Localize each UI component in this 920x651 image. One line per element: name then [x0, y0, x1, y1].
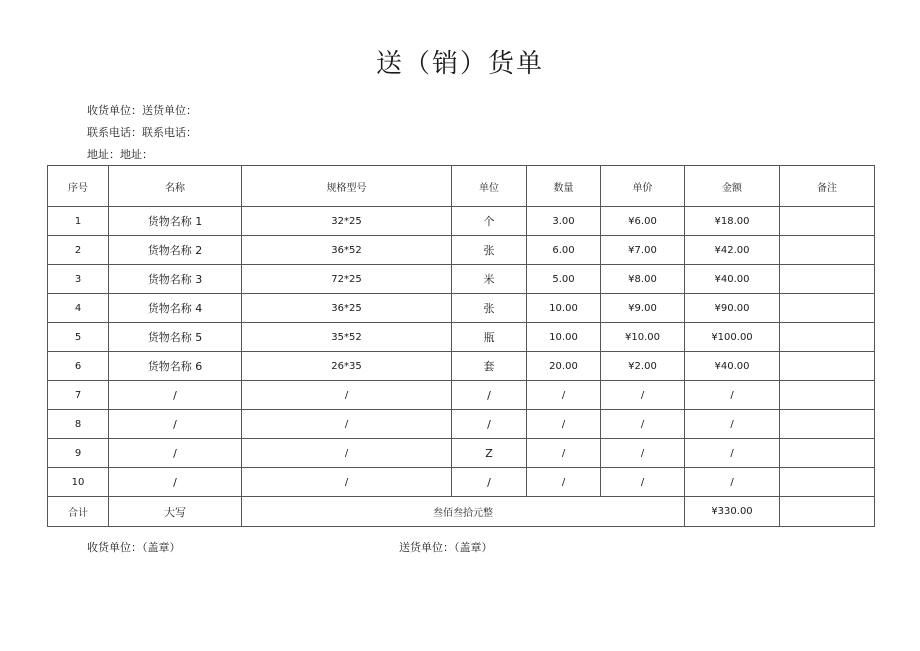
table-row [48, 352, 875, 381]
cell-spec: 36*52 [242, 236, 452, 265]
cell-unit-price: / [601, 439, 685, 468]
header-cell-name: 名称 [109, 166, 242, 207]
cell-name: / [109, 468, 242, 497]
cell-quantity: 10.00 [527, 323, 601, 352]
cell-spec: / [242, 468, 452, 497]
goods-table [47, 165, 875, 527]
cell-index: 4 [48, 294, 109, 323]
sender-address-label: 地址： [120, 148, 153, 161]
cell-index: 8 [48, 410, 109, 439]
header-cell-remark: 备注 [780, 166, 875, 207]
cell-index: 6 [48, 352, 109, 381]
cell-remark [780, 381, 875, 410]
cell-amount: ¥90.00 [685, 294, 780, 323]
cell-remark [780, 265, 875, 294]
header-cell-unit: 单位 [452, 166, 527, 207]
cell-index: 2 [48, 236, 109, 265]
daxie-label: 大写 [109, 497, 242, 527]
cell-quantity: 5.00 [527, 265, 601, 294]
cell-unit-price: / [601, 381, 685, 410]
cell-quantity: 20.00 [527, 352, 601, 381]
cell-index: 9 [48, 439, 109, 468]
cell-unit: Z [452, 439, 527, 468]
cell-amount: / [685, 410, 780, 439]
cell-remark [780, 323, 875, 352]
cell-unit-price: ¥6.00 [601, 207, 685, 236]
cell-unit: / [452, 410, 527, 439]
cell-remark [780, 207, 875, 236]
cell-quantity: / [527, 381, 601, 410]
cell-unit: 米 [452, 265, 527, 294]
cell-remark [780, 468, 875, 497]
receiver-unit-label: 收货单位： [87, 104, 142, 117]
cell-name: / [109, 381, 242, 410]
sender-unit-label: 送货单位： [142, 104, 197, 117]
cell-unit-price: ¥9.00 [601, 294, 685, 323]
cell-unit-price: ¥10.00 [601, 323, 685, 352]
receiver-seal-label: 收货单位：（盖章） [87, 541, 181, 554]
cell-amount: / [685, 468, 780, 497]
cell-remark [780, 352, 875, 381]
cell-spec: / [242, 410, 452, 439]
cell-unit-price: ¥8.00 [601, 265, 685, 294]
table-row [48, 294, 875, 323]
header-cell-quantity: 数量 [527, 166, 601, 207]
cell-unit: 套 [452, 352, 527, 381]
cell-remark [780, 236, 875, 265]
cell-index: 5 [48, 323, 109, 352]
cell-spec: 72*25 [242, 265, 452, 294]
cell-unit-price: ¥2.00 [601, 352, 685, 381]
table-row [48, 468, 875, 497]
document-title: 送（销）货单 [375, 49, 544, 79]
phone-line [87, 126, 197, 140]
table-row [48, 439, 875, 468]
cell-amount: ¥100.00 [685, 323, 780, 352]
cell-quantity: 3.00 [527, 207, 601, 236]
cell-amount: ¥42.00 [685, 236, 780, 265]
cell-name: 货物名称 1 [109, 207, 242, 236]
address-line [87, 148, 153, 162]
cell-name: 货物名称 5 [109, 323, 242, 352]
total-row [48, 497, 875, 527]
cell-name: 货物名称 2 [109, 236, 242, 265]
cell-spec: / [242, 439, 452, 468]
table-row [48, 381, 875, 410]
cell-spec: / [242, 381, 452, 410]
table-row [48, 236, 875, 265]
cell-name: 货物名称 6 [109, 352, 242, 381]
header-cell-amount: 金额 [685, 166, 780, 207]
cell-unit: 个 [452, 207, 527, 236]
header-cell-unit-price: 单价 [601, 166, 685, 207]
cell-amount: ¥40.00 [685, 265, 780, 294]
total-remark [780, 497, 875, 527]
cell-quantity: / [527, 468, 601, 497]
cell-index: 10 [48, 468, 109, 497]
cell-remark [780, 294, 875, 323]
cell-quantity: 6.00 [527, 236, 601, 265]
cell-quantity: 10.00 [527, 294, 601, 323]
cell-spec: 26*35 [242, 352, 452, 381]
cell-quantity: / [527, 439, 601, 468]
cell-spec: 36*25 [242, 294, 452, 323]
cell-name: / [109, 439, 242, 468]
total-amount-in-words: 叁佰叁拾元整 [242, 497, 685, 527]
cell-unit: 张 [452, 236, 527, 265]
cell-index: 1 [48, 207, 109, 236]
header-cell-index: 序号 [48, 166, 109, 207]
table-row [48, 323, 875, 352]
total-amount: ¥330.00 [685, 497, 780, 527]
cell-amount: ¥40.00 [685, 352, 780, 381]
cell-amount: ¥18.00 [685, 207, 780, 236]
cell-unit-price: / [601, 468, 685, 497]
sender-phone-label: 联系电话： [142, 126, 197, 139]
cell-name: / [109, 410, 242, 439]
receiver-sender-line [87, 104, 197, 118]
cell-amount: / [685, 381, 780, 410]
cell-unit-price: / [601, 410, 685, 439]
cell-index: 7 [48, 381, 109, 410]
cell-amount: / [685, 439, 780, 468]
cell-index: 3 [48, 265, 109, 294]
cell-unit-price: ¥7.00 [601, 236, 685, 265]
table-row [48, 207, 875, 236]
table-row [48, 410, 875, 439]
header-cell-spec: 规格型号 [242, 166, 452, 207]
receiver-address-label: 地址： [87, 148, 120, 161]
cell-unit: 瓶 [452, 323, 527, 352]
total-label: 合计 [48, 497, 109, 527]
cell-remark [780, 410, 875, 439]
cell-unit: / [452, 381, 527, 410]
cell-unit: / [452, 468, 527, 497]
cell-name: 货物名称 3 [109, 265, 242, 294]
cell-spec: 35*52 [242, 323, 452, 352]
cell-spec: 32*25 [242, 207, 452, 236]
table-row [48, 265, 875, 294]
cell-name: 货物名称 4 [109, 294, 242, 323]
sender-seal-label: 送货单位：（盖章） [399, 541, 493, 554]
cell-remark [780, 439, 875, 468]
receiver-phone-label: 联系电话： [87, 126, 142, 139]
table-header-row [48, 166, 875, 207]
cell-unit: 张 [452, 294, 527, 323]
cell-quantity: / [527, 410, 601, 439]
